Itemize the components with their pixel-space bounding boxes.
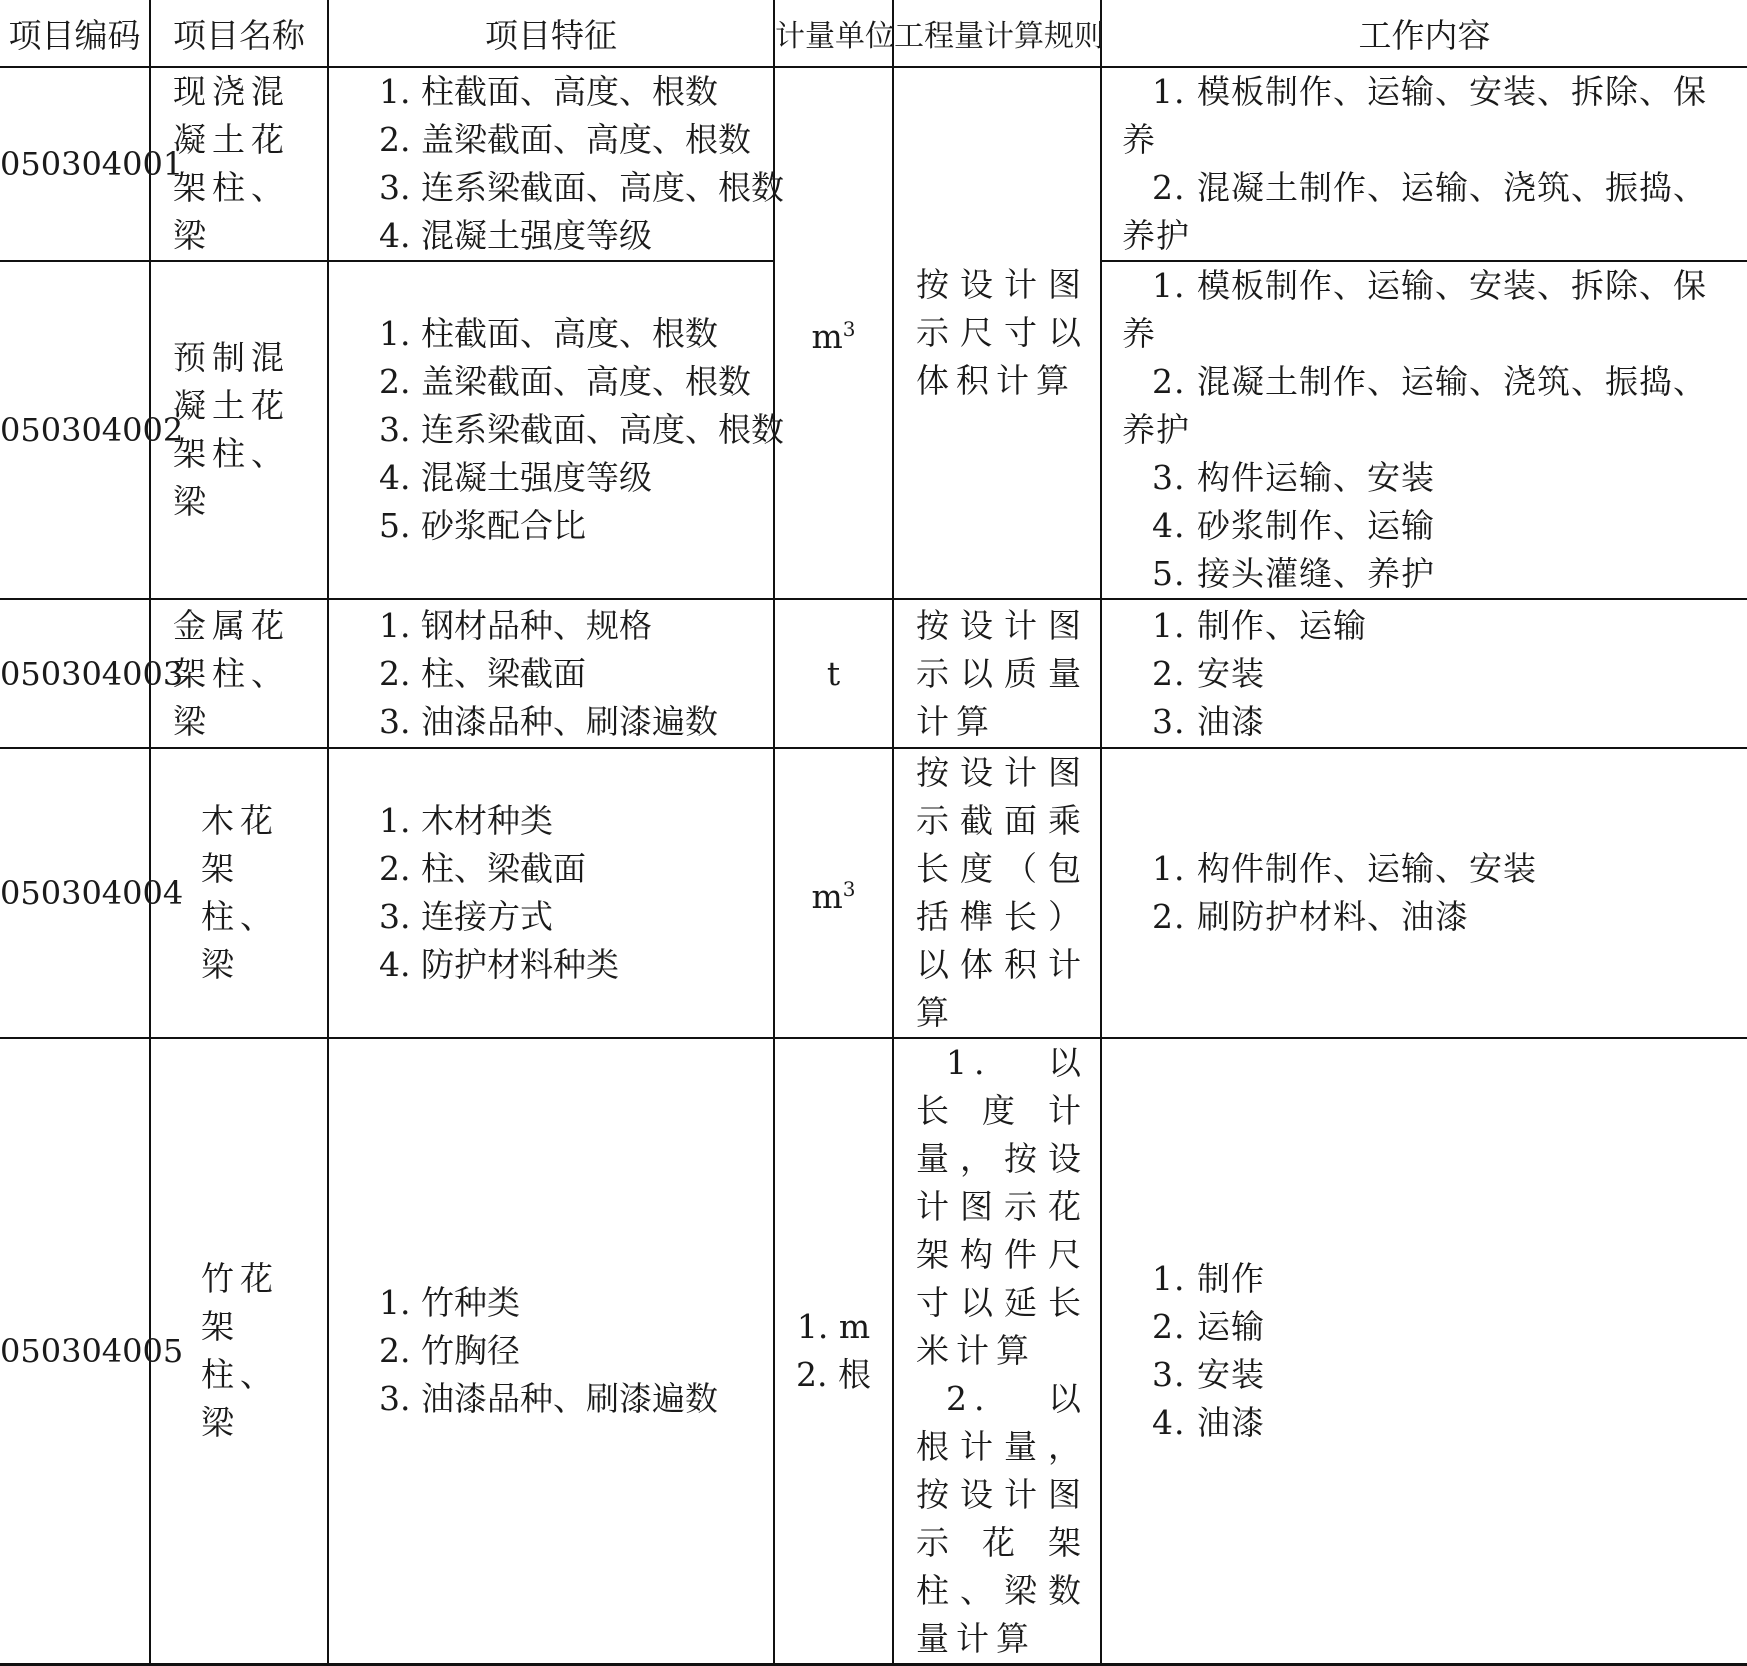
item-work [1101,599,1747,748]
item-features [328,599,774,748]
item-work [1101,1038,1747,1665]
table-row [0,748,1747,1038]
item-unit [774,67,893,599]
feature-line: 1. 柱截面、高度、根数 [379,314,718,353]
table-row [0,1038,1747,1665]
feature-line: 3. 油漆品种、刷漆遍数 [379,1379,718,1418]
feature-line: 3. 连系梁截面、高度、根数 [379,410,784,449]
work-line: 1. 构件制作、运输、安装 [1152,849,1537,888]
item-features [328,1038,774,1665]
unit-line: 2. 根 [796,1355,871,1394]
unit-superscript: 3 [842,317,856,341]
feature-line: 2. 柱、梁截面 [379,653,586,693]
table-row [0,599,1747,748]
work-line: 4. 砂浆制作、运输 [1152,506,1435,545]
work-line: 2. 安装 [1152,653,1265,693]
work-line: 2. 刷防护材料、油漆 [1152,897,1469,936]
header-code: 项目编码 [0,0,150,67]
item-unit [774,1038,893,1665]
work-line: 1. 模板制作、运输、安装、拆除、保养 [1122,72,1707,159]
item-rule [893,1038,1101,1665]
rule-line: 2. 以根计量，按设计图示花架柱、梁数量计算 [916,1379,1088,1658]
feature-line: 2. 盖梁截面、高度、根数 [379,120,751,159]
item-name: 木花架柱、梁 [150,748,328,1038]
item-unit [774,748,893,1038]
feature-line: 2. 盖梁截面、高度、根数 [379,362,751,401]
item-unit: t [774,599,893,748]
work-line: 3. 安装 [1152,1355,1265,1394]
feature-line: 3. 连接方式 [379,897,553,936]
header-work: 工作内容 [1101,0,1747,67]
header-rule: 工程量计算规则 [893,0,1101,67]
item-code: 050304002 [0,261,150,599]
unit-line: 1. m [796,1307,871,1346]
item-code: 050304001 [0,67,150,261]
item-features [328,748,774,1038]
item-rule: 按设计图示截面乘长度（包括榫长）以体积计算 [893,748,1101,1038]
table-row [0,67,1747,261]
item-work [1101,748,1747,1038]
item-name: 预制混凝土花架柱、梁 [150,261,328,599]
work-line: 1. 模板制作、运输、安装、拆除、保养 [1122,266,1707,353]
feature-line: 4. 混凝土强度等级 [379,458,652,497]
header-name: 项目名称 [150,0,328,67]
work-line: 4. 油漆 [1152,1403,1265,1442]
feature-line: 4. 防护材料种类 [379,945,619,984]
work-line: 3. 构件运输、安装 [1152,458,1435,497]
feature-line: 2. 柱、梁截面 [379,849,586,888]
header-unit: 计量单位 [774,0,893,67]
work-line: 2. 混凝土制作、运输、浇筑、振捣、养护 [1122,168,1707,255]
feature-line: 1. 竹种类 [379,1283,520,1322]
unit-base: m [811,877,843,916]
item-code: 050304004 [0,748,150,1038]
unit-superscript: 3 [842,877,856,901]
feature-line: 3. 油漆品种、刷漆遍数 [379,701,718,741]
header-features: 项目特征 [328,0,774,67]
header-row [0,0,1747,67]
work-line: 1. 制作 [1152,1259,1265,1298]
item-name: 金属花架柱、梁 [150,599,328,748]
feature-line: 2. 竹胸径 [379,1331,520,1370]
work-line: 2. 混凝土制作、运输、浇筑、振捣、养护 [1122,362,1707,449]
item-work [1101,67,1747,261]
feature-line: 5. 砂浆配合比 [379,506,586,545]
work-line: 3. 油漆 [1152,701,1265,741]
feature-line: 1. 钢材品种、规格 [379,605,652,645]
work-line: 5. 接头灌缝、养护 [1152,554,1435,593]
item-name: 竹花架柱、梁 [150,1038,328,1665]
feature-line: 3. 连系梁截面、高度、根数 [379,168,784,207]
item-work [1101,261,1747,599]
item-name: 现浇混凝土花架柱、梁 [150,67,328,261]
feature-line: 1. 柱截面、高度、根数 [379,72,718,111]
item-code: 050304005 [0,1038,150,1665]
item-code: 050304003 [0,599,150,748]
feature-line: 1. 木材种类 [379,801,553,840]
work-line: 1. 制作、运输 [1152,605,1367,645]
item-features [328,67,784,261]
feature-line: 4. 混凝土强度等级 [379,216,652,255]
item-rule: 按设计图示以质量计算 [893,599,1101,748]
unit-base: m [811,317,843,356]
rule-line: 1. 以长度计量，按设计图示花架构件尺寸以延长米计算 [916,1043,1088,1370]
work-line: 2. 运输 [1152,1307,1265,1346]
item-rule: 按设计图示尺寸以体积计算 [893,67,1101,599]
item-features [328,261,784,599]
